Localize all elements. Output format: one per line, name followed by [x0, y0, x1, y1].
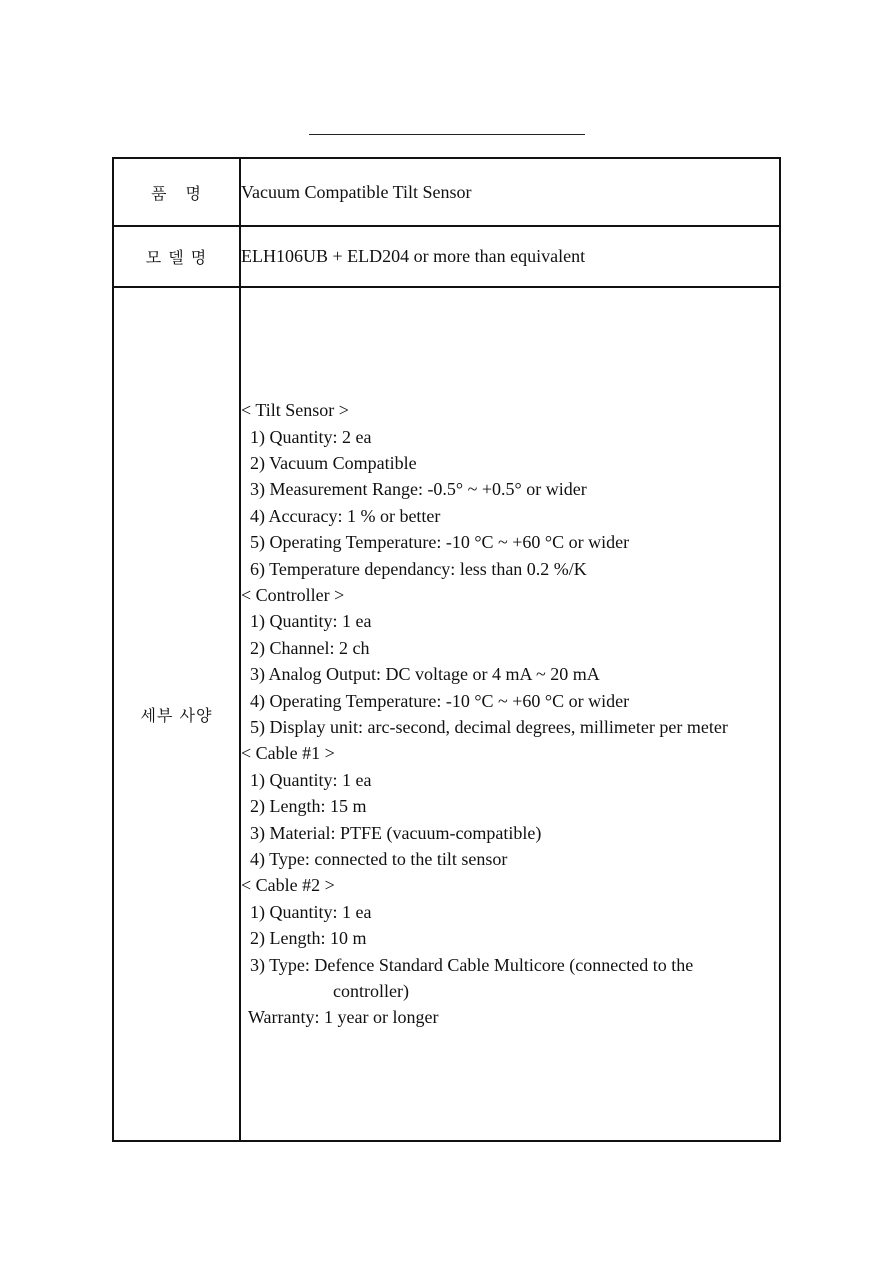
product-name-label: [113, 158, 240, 226]
spec-line: 2) Length: 15 m: [250, 796, 367, 817]
spec-line: 2) Channel: 2 ch: [250, 637, 370, 658]
product-name-value: Vacuum Compatible Tilt Sensor: [240, 158, 780, 226]
spec-line: 4) Type: connected to the tilt sensor: [250, 849, 508, 870]
model-name-value: ELH106UB + ELD204 or more than equivalent: [240, 226, 780, 287]
spec-heading-controller: < Controller >: [241, 584, 345, 605]
spec-line: 2) Length: 10 m: [250, 928, 367, 949]
spec-line: 5) Operating Temperature: -10 °C ~ +60 °C or wider: [250, 532, 630, 553]
spec-line: 1) Quantity: 1 ea: [250, 901, 372, 922]
title-underline: [309, 134, 585, 135]
spec-label: 세부 사양: [113, 287, 240, 1141]
spec-heading-tilt-sensor: < Tilt Sensor >: [241, 400, 349, 421]
spec-line: 4) Operating Temperature: -10 °C ~ +60 °C or wider: [250, 690, 630, 711]
product-name-label-text: 품 명: [151, 183, 202, 203]
spec-line: 1) Quantity: 2 ea: [250, 426, 372, 447]
spec-line: 3) Type: Defence Standard Cable Multicore (connected to the: [250, 954, 694, 975]
spec-heading-cable-2: < Cable #2 >: [241, 875, 335, 896]
model-name-label: 모 델 명: [113, 226, 240, 287]
spec-table: [112, 157, 781, 1142]
table-row-spec: [113, 287, 780, 1141]
spec-line: 3) Analog Output: DC voltage or 4 mA ~ 20 mA: [250, 664, 600, 685]
table-row-product: [113, 158, 780, 226]
spec-line: 3) Material: PTFE (vacuum-compatible): [250, 822, 542, 843]
spec-value: [240, 287, 780, 1141]
spec-line-continuation: controller): [333, 981, 409, 1002]
spec-line: 1) Quantity: 1 ea: [250, 769, 372, 790]
spec-line: 4) Accuracy: 1 % or better: [250, 505, 441, 526]
spec-heading-cable-1: < Cable #1 >: [241, 743, 335, 764]
spec-line: 1) Quantity: 1 ea: [250, 611, 372, 632]
spec-line: 3) Measurement Range: -0.5° ~ +0.5° or wider: [250, 479, 587, 500]
spec-line: 2) Vacuum Compatible: [250, 452, 417, 473]
spec-warranty: Warranty: 1 year or longer: [248, 1007, 439, 1028]
table-row-model: [113, 226, 780, 287]
spec-line: 6) Temperature dependancy: less than 0.2 %/K: [250, 558, 587, 579]
spec-line: 5) Display unit: arc-second, decimal degrees, millimeter per meter: [250, 717, 728, 737]
